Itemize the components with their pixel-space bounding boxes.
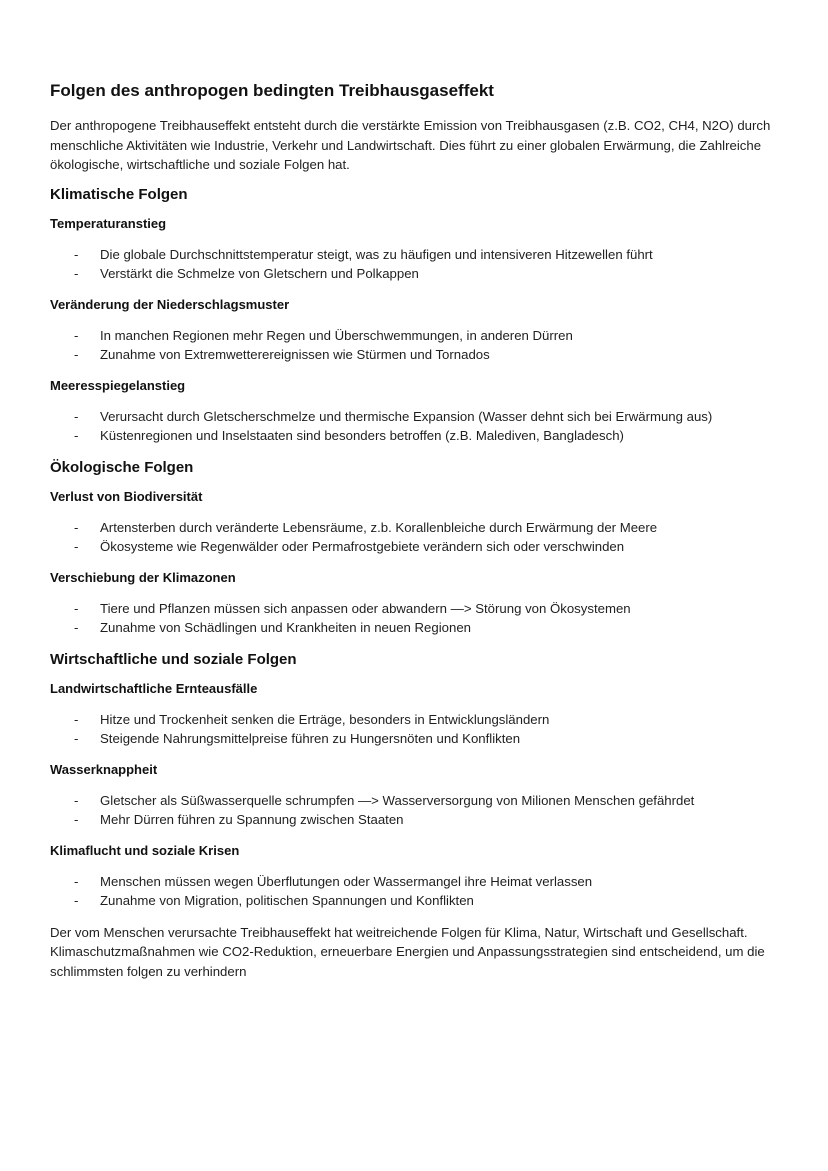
subsection-title: Veränderung der Niederschlagsmuster <box>50 296 290 312</box>
bullet-item <box>50 407 784 427</box>
section-title: Ökologische Folgen <box>50 458 194 476</box>
bullet-dash: - <box>74 620 79 635</box>
subsection-title: Wasserknappheit <box>50 761 158 777</box>
bullet-item <box>50 710 784 730</box>
intro-paragraph: Der anthropogene Treibhauseffekt entsteht durch die verstärkte Emission von Treibhausgasen (z.B. CO2, CH4, N2O) durch menschliche Aktivitäten wie Industrie, Verkehr und Landwirtschaft. Dies führt zu einer globalen Erwärmung, die Zahlreiche ökologische, wirtschaftliche und soziale Folgen hat. <box>50 118 771 172</box>
bullet-text: Verursacht durch Gletscherschmelze und thermische Expansion (Wasser dehnt sich bei Erwärmung aus) <box>100 408 713 424</box>
bullet-text: Hitze und Trockenheit senken die Erträge, besonders in Entwicklungsländern <box>100 711 550 727</box>
bullet-dash: - <box>74 873 79 889</box>
bullet-text: In manchen Regionen mehr Regen und Überschwemmungen, in anderen Dürren <box>100 327 573 343</box>
bullet-dash: - <box>74 711 79 727</box>
bullet-dash: - <box>74 347 79 362</box>
bullet-item <box>50 791 784 811</box>
bullet-item <box>50 537 784 557</box>
section-title: Klimatische Folgen <box>50 185 188 203</box>
bullet-list <box>50 245 784 284</box>
bullet-text: Küstenregionen und Inselstaaten sind besonders betroffen (z.B. Malediven, Bangladesch) <box>100 428 624 443</box>
bullet-item <box>50 345 784 365</box>
bullet-text: Zunahme von Extremwetterereignissen wie Stürmen und Tornados <box>100 347 490 362</box>
bullet-item <box>50 891 784 911</box>
bullet-item <box>50 264 784 284</box>
bullet-item <box>50 518 784 538</box>
bullet-text: Ökosysteme wie Regenwälder oder Permafrostgebiete verändern sich oder verschwinden <box>100 539 625 554</box>
subsection-title: Landwirtschaftliche Ernteausfälle <box>50 680 258 696</box>
bullet-list <box>50 326 784 365</box>
bullet-text: Die globale Durchschnittstemperatur steigt, was zu häufigen und intensiveren Hitzewellen führt <box>100 246 653 262</box>
bullet-text: Menschen müssen wegen Überflutungen oder Wassermangel ihre Heimat verlassen <box>100 873 593 889</box>
bullet-item <box>50 618 784 638</box>
bullet-text: Verstärkt die Schmelze von Gletschern und Polkappen <box>100 266 419 281</box>
bullet-dash: - <box>74 792 79 808</box>
section-title: Wirtschaftliche und soziale Folgen <box>50 650 297 668</box>
subsection-title: Verschiebung der Klimazonen <box>50 569 236 585</box>
bullet-dash: - <box>74 428 79 443</box>
bullet-list <box>50 710 784 749</box>
bullet-text: Mehr Dürren führen zu Spannung zwischen Staaten <box>100 812 404 827</box>
document-title: Folgen des anthropogen bedingten Treibhausgaseffekt <box>50 81 494 100</box>
bullet-list <box>50 791 784 830</box>
bullet-dash: - <box>74 519 79 535</box>
bullet-list <box>50 599 784 638</box>
bullet-dash: - <box>74 266 79 281</box>
subsection-title: Temperaturanstieg <box>50 215 167 231</box>
bullet-dash: - <box>74 731 79 746</box>
bullet-item <box>50 872 784 892</box>
subsection-title: Meeresspiegelanstieg <box>50 377 186 393</box>
bullet-dash: - <box>74 600 79 616</box>
bullet-text: Zunahme von Migration, politischen Spannungen und Konflikten <box>100 893 474 908</box>
bullet-list <box>50 518 784 557</box>
bullet-text: Gletscher als Süßwasserquelle schrumpfen —> Wasserversorgung von Milionen Menschen gefährdet <box>100 792 695 808</box>
bullet-dash: - <box>74 327 79 343</box>
bullet-item <box>50 326 784 346</box>
subsection-title: Verlust von Biodiversität <box>50 488 203 504</box>
bullet-list <box>50 407 784 446</box>
bullet-item <box>50 599 784 619</box>
bullet-dash: - <box>74 246 79 262</box>
bullet-dash: - <box>74 812 79 827</box>
bullet-text: Tiere und Pflanzen müssen sich anpassen oder abwandern —> Störung von Ökosystemen <box>100 600 631 616</box>
subsection-title: Klimaflucht und soziale Krisen <box>50 842 240 858</box>
sections-container <box>50 185 784 911</box>
bullet-dash: - <box>74 539 79 554</box>
bullet-dash: - <box>74 893 79 908</box>
bullet-dash: - <box>74 408 79 424</box>
bullet-text: Artensterben durch veränderte Lebensräume, z.b. Korallenbleiche durch Erwärmung der Meere <box>100 519 658 535</box>
bullet-item <box>50 245 784 265</box>
bullet-item <box>50 729 784 749</box>
bullet-list <box>50 872 784 911</box>
bullet-text: Zunahme von Schädlingen und Krankheiten in neuen Regionen <box>100 620 471 635</box>
conclusion-paragraph: Der vom Menschen verursachte Treibhauseffekt hat weitreichende Folgen für Klima, Natur, Wirtschaft und Gesellschaft. Klimaschutzmaßnahmen wie CO2-Reduktion, erneuerbare Energien und Anpassungsstrategien sind entscheidend, um die schlimmsten folgen zu verhindern <box>50 924 765 979</box>
bullet-item <box>50 810 784 830</box>
bullet-text: Steigende Nahrungsmittelpreise führen zu Hungersnöten und Konflikten <box>100 731 521 746</box>
bullet-item <box>50 426 784 446</box>
